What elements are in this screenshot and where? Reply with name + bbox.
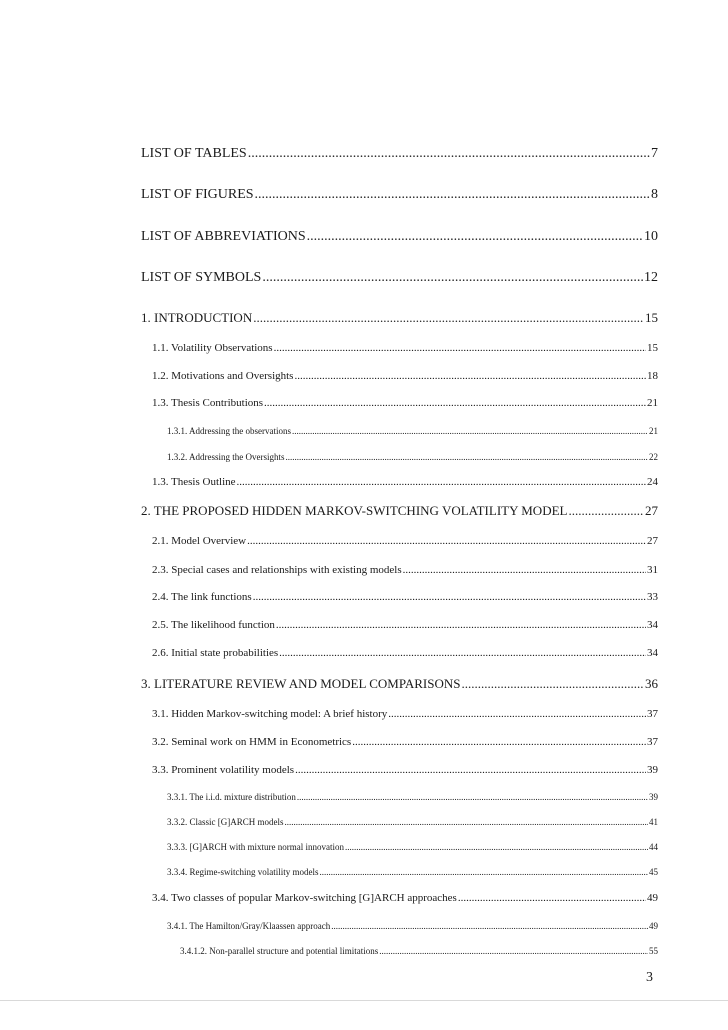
toc-entry-chapter-2[interactable] xyxy=(141,503,658,519)
dot-leader xyxy=(388,708,646,720)
dot-leader xyxy=(274,342,646,354)
toc-entry-title: 1.3. Thesis Outline xyxy=(152,476,236,488)
toc-entry-title: 2.4. The link functions xyxy=(152,591,252,603)
toc-entry-title: LIST OF FIGURES xyxy=(141,187,254,202)
toc-entry-section[interactable] xyxy=(152,647,658,659)
toc-entry-subsection[interactable] xyxy=(167,426,658,436)
toc-entry-subsubsection[interactable] xyxy=(180,946,658,956)
toc-entry-title: 1.3. Thesis Contributions xyxy=(152,397,264,409)
dot-leader xyxy=(345,842,648,852)
toc-entry-page: 49 xyxy=(647,892,658,904)
toc-entry-title: 1.2. Motivations and Oversights xyxy=(152,370,294,382)
toc-entry-title: 3.4.1.2. Non-parallel structure and potential limitations xyxy=(180,946,379,956)
toc-entry-page: 8 xyxy=(651,187,658,202)
toc-entry-subsection[interactable] xyxy=(167,921,658,931)
toc-entry-page: 27 xyxy=(645,503,658,518)
dot-leader xyxy=(237,476,646,488)
toc-entry-title: 3.3. Prominent volatility models xyxy=(152,764,295,776)
toc-entry-section[interactable] xyxy=(152,591,658,603)
toc-entry-page: 41 xyxy=(649,817,658,827)
toc-entry-section[interactable] xyxy=(152,535,658,547)
toc-entry-title: 1.1. Volatility Observations xyxy=(152,342,273,354)
toc-entry-page: 36 xyxy=(645,676,658,691)
toc-entry-section[interactable] xyxy=(152,342,658,354)
dot-leader xyxy=(458,892,646,904)
toc-entry-page: 12 xyxy=(644,270,658,285)
toc-entry-title: 2.3. Special cases and relationships with existing models xyxy=(152,564,402,576)
toc-entry-page: 10 xyxy=(644,229,658,244)
dot-leader xyxy=(379,946,648,956)
toc-entry-title: 3.4.1. The Hamilton/Gray/Klaassen approach xyxy=(167,921,331,931)
toc-entry-section[interactable] xyxy=(152,892,658,904)
toc-entry-section[interactable] xyxy=(152,564,658,576)
toc-entry-title: 3.4. Two classes of popular Markov-switching [G]ARCH approaches xyxy=(152,892,457,904)
toc-entry-title: 3.1. Hidden Markov-switching model: A brief history xyxy=(152,708,388,720)
toc-entry-page: 24 xyxy=(647,476,658,488)
toc-entry-page: 31 xyxy=(647,564,658,576)
dot-leader xyxy=(297,792,648,802)
toc-entry-page: 45 xyxy=(649,867,658,877)
dot-leader xyxy=(253,591,646,603)
toc-entry-page: 27 xyxy=(647,535,658,547)
toc-entry-title: 2. THE PROPOSED HIDDEN MARKOV-SWITCHING VOLATILITY MODEL xyxy=(141,503,568,518)
toc-entry-page: 55 xyxy=(649,946,658,956)
dot-leader xyxy=(295,764,646,776)
dot-leader xyxy=(286,452,649,462)
dot-leader xyxy=(247,535,646,547)
toc-entry-section[interactable] xyxy=(152,708,658,720)
dot-leader xyxy=(568,503,644,519)
dot-leader xyxy=(352,736,646,748)
toc-entry-page: 15 xyxy=(645,310,658,325)
toc-entry-list-of-figures[interactable] xyxy=(141,187,658,203)
dot-leader xyxy=(248,146,650,162)
toc-entry-list-of-tables[interactable] xyxy=(141,146,658,162)
toc-entry-section[interactable] xyxy=(152,764,658,776)
page-number: 3 xyxy=(646,970,653,985)
toc-entry-title: LIST OF TABLES xyxy=(141,146,247,161)
dot-leader xyxy=(253,310,644,326)
toc-entry-title: 3.3.2. Classic [G]ARCH models xyxy=(167,817,284,827)
toc-entry-title: 3.2. Seminal work on HMM in Econometrics xyxy=(152,736,352,748)
toc-entry-title: 3. LITERATURE REVIEW AND MODEL COMPARISONS xyxy=(141,676,461,691)
toc-entry-title: 2.6. Initial state probabilities xyxy=(152,647,279,659)
toc-entry-page: 21 xyxy=(649,426,658,436)
toc-entry-title: 1.3.2. Addressing the Oversights xyxy=(167,452,285,462)
dot-leader xyxy=(319,867,648,877)
toc-entry-page: 33 xyxy=(647,591,658,603)
dot-leader xyxy=(307,229,643,245)
dot-leader xyxy=(331,921,648,931)
toc-entry-subsection[interactable] xyxy=(167,842,658,852)
toc-entry-page: 34 xyxy=(647,619,658,631)
toc-entry-page: 39 xyxy=(647,764,658,776)
dot-leader xyxy=(262,270,643,286)
toc-entry-section[interactable] xyxy=(152,370,658,382)
toc-entry-title: 3.3.3. [G]ARCH with mixture normal innovation xyxy=(167,842,344,852)
toc-entry-page: 44 xyxy=(649,842,658,852)
toc-entry-title: 3.3.1. The i.i.d. mixture distribution xyxy=(167,792,296,802)
toc-entry-subsection[interactable] xyxy=(167,867,658,877)
toc-entry-title: LIST OF ABBREVIATIONS xyxy=(141,229,306,244)
toc-entry-subsection[interactable] xyxy=(167,817,658,827)
toc-entry-page: 21 xyxy=(647,397,658,409)
toc-entry-page: 15 xyxy=(647,342,658,354)
toc-entry-page: 39 xyxy=(649,792,658,802)
dot-leader xyxy=(255,187,650,203)
dot-leader xyxy=(461,676,644,692)
toc-entry-list-of-abbreviations[interactable] xyxy=(141,229,658,245)
toc-entry-page: 34 xyxy=(647,647,658,659)
toc-entry-title: LIST OF SYMBOLS xyxy=(141,270,262,285)
dot-leader xyxy=(276,619,646,631)
toc-entry-page: 18 xyxy=(647,370,658,382)
dot-leader xyxy=(292,426,648,436)
toc-entry-section[interactable] xyxy=(152,619,658,631)
dot-leader xyxy=(279,647,646,659)
toc-entry-chapter-3[interactable] xyxy=(141,676,658,692)
dot-leader xyxy=(285,817,649,827)
toc-entry-list-of-symbols[interactable] xyxy=(141,270,658,286)
toc-entry-subsection[interactable] xyxy=(167,452,658,462)
dot-leader xyxy=(264,397,646,409)
toc-entry-section[interactable] xyxy=(152,736,658,748)
toc-entry-page: 37 xyxy=(647,708,658,720)
dot-leader xyxy=(403,564,646,576)
toc-entry-subsection[interactable] xyxy=(167,792,658,802)
page-gap xyxy=(0,1001,728,1030)
toc-entry-page: 22 xyxy=(649,452,658,462)
toc-entry-section[interactable] xyxy=(152,397,658,409)
toc-entry-title: 2.5. The likelihood function xyxy=(152,619,275,631)
toc-entry-title: 3.3.4. Regime-switching volatility models xyxy=(167,867,319,877)
toc-entry-section[interactable] xyxy=(152,476,658,488)
toc-entry-chapter-1[interactable] xyxy=(141,310,658,326)
toc-entry-title: 2.1. Model Overview xyxy=(152,535,247,547)
toc-entry-page: 7 xyxy=(651,146,658,161)
toc-entry-title: 1. INTRODUCTION xyxy=(141,310,253,325)
toc-entry-page: 49 xyxy=(649,921,658,931)
toc-entry-page: 37 xyxy=(647,736,658,748)
dot-leader xyxy=(294,370,646,382)
toc-entry-title: 1.3.1. Addressing the observations xyxy=(167,426,291,436)
